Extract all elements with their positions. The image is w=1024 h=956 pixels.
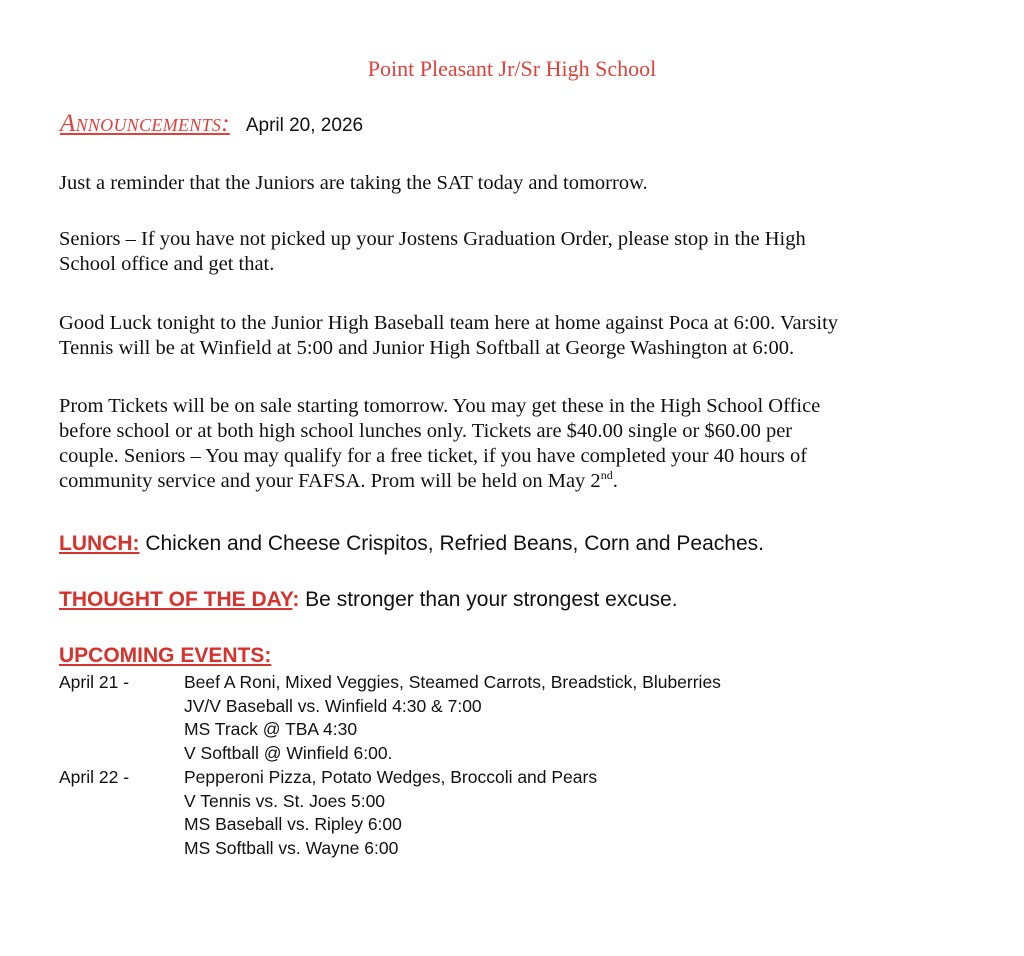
paragraph-line: Seniors – If you have not picked up your Jostens Graduation Order, please stop in the High [59,228,806,250]
announcements-header [60,110,363,138]
event-items [184,671,721,766]
thought-section [59,588,678,612]
thought-colon: : [292,588,300,611]
event-item: MS Baseball vs. Ripley 6:00 [184,814,402,835]
announcements-heading: Announcements: [60,110,230,137]
thought-label: THOUGHT OF THE DAY [59,588,293,611]
ordinal-suffix: nd [600,468,613,483]
paragraph-line: Tennis will be at Winfield at 5:00 and Junior High Softball at George Washington at 6:00. [59,337,795,359]
event-day [59,766,721,861]
paragraph-prom-tickets [59,394,989,494]
upcoming-events-list [59,671,721,861]
paragraph-jostens [59,227,989,277]
paragraph-line: couple. Seniors – You may qualify for a free ticket, if you have completed your 40 hours of [59,445,808,467]
school-title: Point Pleasant Jr/Sr High School [367,56,657,81]
paragraph-line: School office and get that. [59,253,275,275]
paragraph-line: Prom Tickets will be on sale starting tomorrow. You may get these in the High School Office [59,395,821,417]
paragraph-sat-reminder [59,171,989,196]
event-item: JV/V Baseball vs. Winfield 4:30 & 7:00 [184,695,482,716]
event-date: April 21 - [59,672,130,692]
upcoming-events-heading: UPCOMING EVENTS: [59,644,272,667]
lunch-label: LUNCH: [59,532,140,555]
event-day [59,671,721,766]
paragraph-period: . [612,470,618,492]
paragraph-line: Just a reminder that the Juniors are taking the SAT today and tomorrow. [59,172,648,194]
paragraph-line: Good Luck tonight to the Junior High Baseball team here at home against Poca at 6:00. Varsity [59,312,839,334]
event-date: April 22 - [59,766,130,787]
event-item: Beef A Roni, Mixed Veggies, Steamed Carrots, Breadstick, Bluberries [184,672,721,692]
lunch-text: Chicken and Cheese Crispitos, Refried Beans, Corn and Peaches. [139,532,764,555]
paragraph-line [59,469,989,494]
event-item: MS Track @ TBA 4:30 [184,719,358,740]
paragraph-text: community service and your FAFSA. Prom will be held on May 2 [59,470,601,492]
paragraph-good-luck [59,311,989,361]
event-item: V Tennis vs. St. Joes 5:00 [184,790,386,811]
thought-text: Be stronger than your strongest excuse. [299,588,678,611]
event-item: MS Softball vs. Wayne 6:00 [184,837,399,858]
lunch-section [59,532,764,556]
announcements-date: April 20, 2026 [245,115,364,136]
event-item: Pepperoni Pizza, Potato Wedges, Broccoli and Pears [184,766,598,787]
event-item: V Softball @ Winfield 6:00. [184,743,393,764]
event-items [184,766,721,861]
paragraph-line: before school or at both high school lunches only. Tickets are $40.00 single or $60.00 per [59,420,793,442]
